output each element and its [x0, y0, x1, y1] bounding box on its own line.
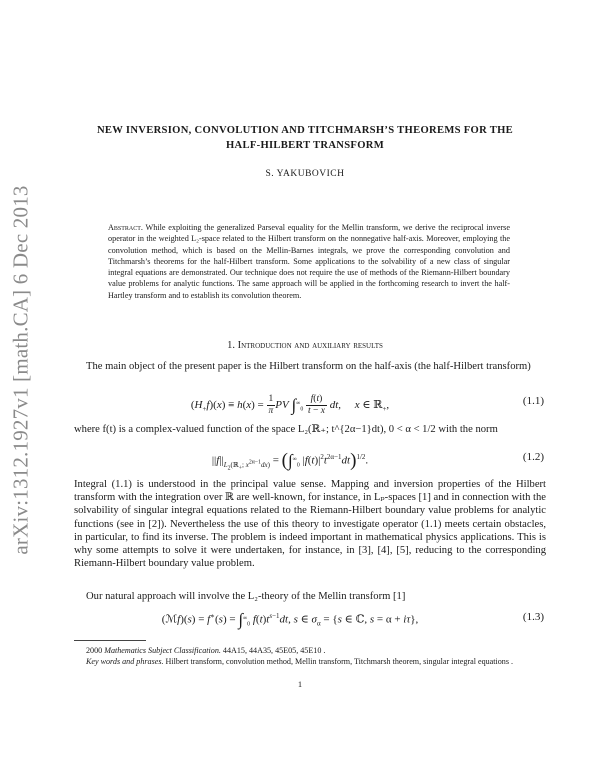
arxiv-id: arXiv:1312.1927v1 [math.CA] 6 Dec 2013 [8, 185, 33, 555]
footnote-msc [74, 646, 546, 657]
author: S. YAKUBOVICH [265, 169, 345, 179]
footnote-msc-label: 2000 [86, 646, 103, 655]
title-line-2: HALF-HILBERT TRANSFORM [226, 139, 384, 151]
equation-1-3-body: (ℳf)(s) = $f^∗(s) = \int^\infty_0$ $f(t)t^{s-1}dt$, s ∈ $\sigma_\alpha = \{s$ ∈ ℂ, s = α + iτ}, [161, 610, 419, 629]
footnote-msc-text: 44A15, 44A35, 45E05, 45E10 . [222, 646, 326, 655]
abstract-text: While exploiting the generalized Parseval equality for the Mellin transform, we derive the reciprocal inverse operator in the weighted L₂-space related to the Hilbert transform on the nonnegative half-axis. Moreover, employing the convolution method, which is based on the Mellin-Barnes integrals, we prove the corresponding convolution and Titchmarsh’s theorems for the half-Hilbert transform. Some applications to the solvability of a new class of singular integral equations are demonstrated. Our technique does not require the use of methods of the Riemann-Hilbert boundary value problems for analytic functions. The same approach will be applied in the forthcoming research to invert the half-Hartley transform and to establish its convolution theorem. [108, 223, 510, 300]
paragraph-norm: where f(t) is a complex-valued function of the space L₂(ℝ₊; t^{2α−1}dt), 0 < α < 1/2 with the norm [74, 424, 498, 435]
section-number: 1. [227, 340, 235, 351]
equation-1-2-number: (1.2) [522, 451, 544, 463]
equation-1-1 [74, 390, 546, 416]
paragraph-intro: The main object of the present paper is the Hilbert transform on the half-axis (the half-Hilbert transform) [86, 361, 531, 372]
equation-1-1-body: $(H_+f)(x) \equiv h(x)$ = $\frac{1}{\pi}$ PV $\int^\infty_0$ $\frac{f(t)}{t - x}$ dt, x ∈ ℝ$_+$, [190, 394, 390, 416]
footnote-keywords-italic: Key words and phrases. [86, 657, 164, 666]
page-number: 1 [297, 679, 303, 689]
paper-title [75, 124, 535, 153]
equation-1-2 [74, 446, 546, 472]
equation-1-3-number: (1.3) [522, 611, 544, 623]
abstract-label: Abstract. [108, 223, 143, 232]
paragraph-integral: Integral (1.1) is understood in the principal value sense. Mapping and inversion properties of the Hilbert transform with the integration over ℝ are well-known, for instance, in Lₚ-spaces [1] and in connection with the solvability of singular integral equations related to the Riemann-Hilbert boundary value problems for analytic functions (see in [2]). Nevertheless the use of this theory to investigate operator (1.1) meets certain obstacles, in particular, to find its inverse. The problem is indeed important in mathematical physics applications. This is why some attempts to solve it were undertaken, for instance, in [3], [4], [5], reducing to the corresponding Riemann-Hilbert boundary value problem. [74, 479, 546, 570]
section-heading [75, 340, 535, 351]
section-title: Introduction and auxiliary results [237, 340, 383, 351]
paragraph-mellin: Our natural approach will involve the L₂-theory of the Mellin transform [1] [86, 591, 406, 602]
title-line-1: NEW INVERSION, CONVOLUTION AND TITCHMARSH’S THEOREMS FOR THE [96, 125, 514, 136]
equation-1-3 [74, 606, 546, 632]
footnote-keywords [74, 657, 546, 668]
footnote-msc-italic: Mathematics Subject Classification. [104, 646, 221, 655]
footnote-keywords-text: Hilbert transform, convolution method, Mellin transform, Titchmarsh theorem, singular integral equations . [165, 657, 514, 666]
equation-1-2-body: $||f||_{L_2(ℝ_+; x^{2\alpha-1}dx)} = (\int^\infty_0$ $|f(t)|^2t^{2\alpha-1}dt)^{1/2}$. [211, 450, 369, 472]
equation-1-1-number: (1.1) [522, 395, 544, 407]
abstract [108, 222, 510, 301]
arxiv-watermark [6, 180, 36, 560]
footnote-rule [74, 640, 146, 641]
